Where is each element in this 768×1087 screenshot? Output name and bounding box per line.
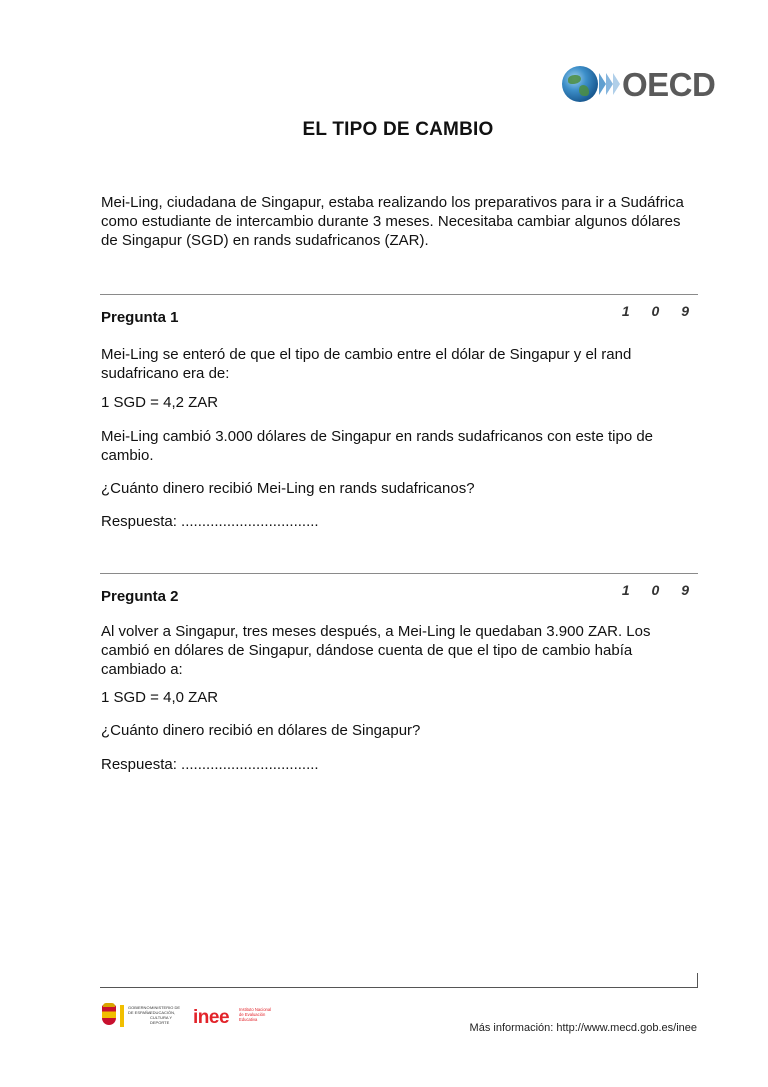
answer-line[interactable]: Respuesta: ................................. <box>101 513 319 530</box>
ministry-text-government: GOBIERNO DE ESPAÑA <box>128 1005 151 1015</box>
ministry-logo <box>100 1003 192 1033</box>
exchange-rate: 1 SGD = 4,0 ZAR <box>101 689 219 706</box>
exchange-rate: 1 SGD = 4,2 ZAR <box>101 394 219 411</box>
answer-line[interactable]: Respuesta: ................................. <box>101 756 319 773</box>
oecd-globe-icon <box>562 66 598 102</box>
footer-tick <box>697 973 698 988</box>
question-text: Mei-Ling cambió 3.000 dólares de Singapur en rands sudafricanos con este tipo de cambio. <box>101 428 654 464</box>
section-divider <box>100 294 698 295</box>
section-divider <box>100 573 698 574</box>
question-label: Pregunta 2 <box>101 588 179 605</box>
question-code: 1 0 9 <box>621 303 698 319</box>
ministry-text-ministry: MINISTERIO DE EDUCACIÓN, CULTURA Y DEPORTE <box>150 1005 181 1025</box>
question-code: 1 0 9 <box>621 582 698 598</box>
footer-divider <box>100 987 698 988</box>
question-text: Al volver a Singapur, tres meses después, a Mei-Ling le quedaban 3.900 ZAR. Los cambió en dólares de Singapur, dándose cuenta de que el tipo de cambio había cambiado a: <box>101 623 651 678</box>
inee-logo <box>193 1003 275 1033</box>
spain-shield-icon <box>102 1005 116 1025</box>
footer-info-link[interactable]: Más información: http://www.mecd.gob.es/inee <box>469 1022 697 1034</box>
question-prompt: ¿Cuánto dinero recibió Mei-Ling en rands sudafricanos? <box>101 480 475 497</box>
inee-logo-text: Instituto Nacional de Evaluación Educativa <box>239 1007 272 1022</box>
question-label: Pregunta 1 <box>101 309 179 326</box>
chevron-icon <box>606 73 613 95</box>
question-text: Mei-Ling se enteró de que el tipo de cambio entre el dólar de Singapur y el rand sudafricano era de: <box>101 346 632 382</box>
chevron-icon <box>599 73 606 95</box>
chevron-icon <box>613 73 620 95</box>
page-title: EL TIPO DE CAMBIO <box>302 119 494 140</box>
ministry-bar <box>120 1005 124 1027</box>
inee-logo-word: inee <box>193 1007 230 1028</box>
question-prompt: ¿Cuánto dinero recibió en dólares de Singapur? <box>101 722 421 739</box>
oecd-logo <box>562 66 716 104</box>
intro-paragraph: Mei-Ling, ciudadana de Singapur, estaba realizando los preparativos para ir a Sudáfrica como estudiante de intercambio durante 3 meses. Necesitaba cambiar algunos dólares de Singapur (SGD) en rands sudafricanos (ZAR). <box>101 194 684 249</box>
crown-icon <box>103 1003 115 1007</box>
oecd-logo-text: OECD <box>622 66 716 103</box>
